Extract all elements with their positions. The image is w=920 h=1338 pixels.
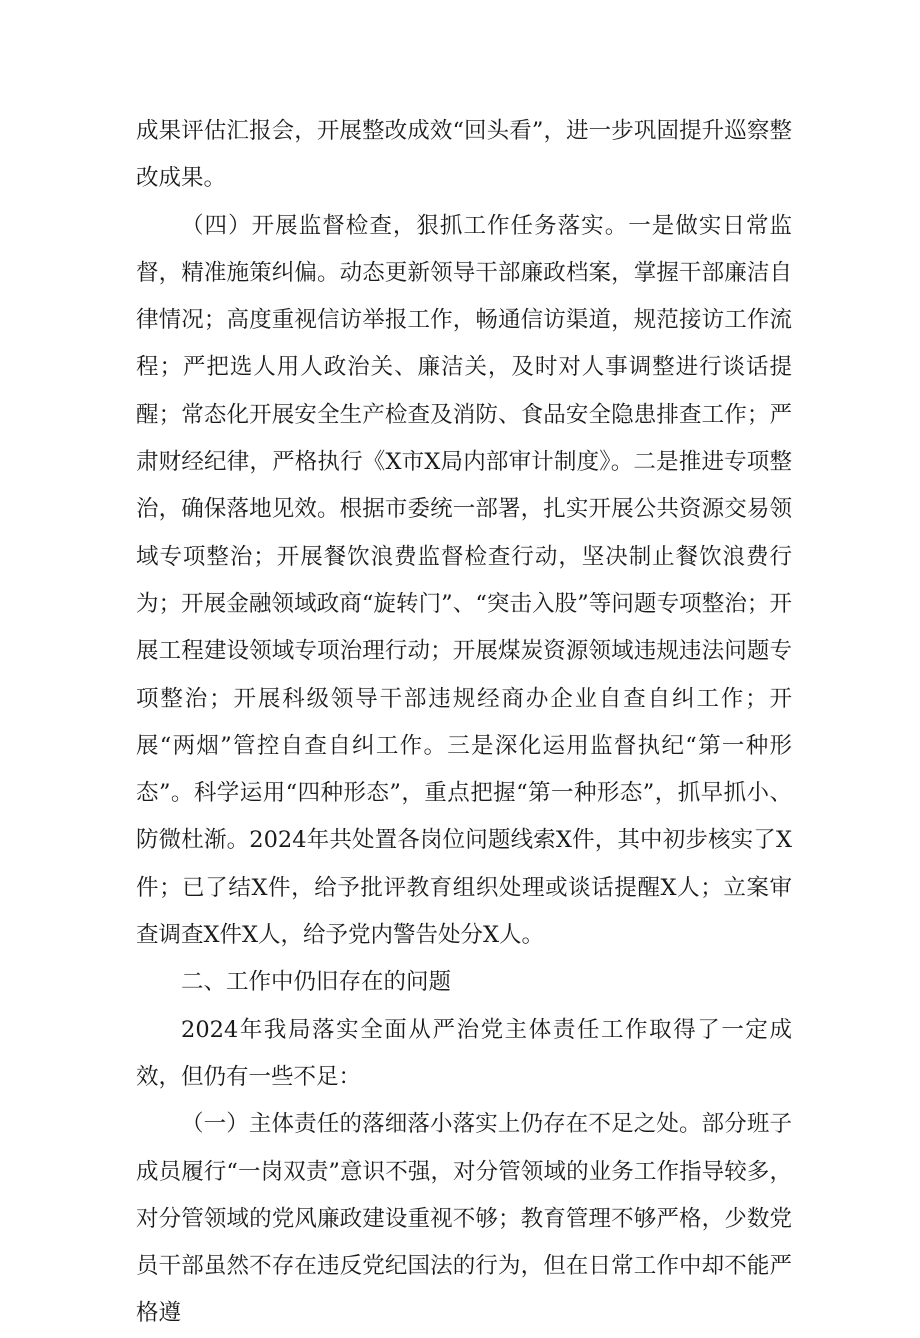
paragraph-main-responsibility: （一）主体责任的落细落小落实上仍存在不足之处。部分班子成员履行“一岗双责”意识不强，对分管领域的业务工作指导较多，对分管领域的党风廉政建设重视不够；教育管理不够严格，少数党员干部虽然不存在违反党纪国法的行为，但在日常工作中却不能严格遵 [136,1111,792,1327]
paragraph-intro-shortcomings: 2024年我局落实全面从严治党主体责任工作取得了一定成效，但仍有一些不足： [136,1016,792,1090]
section-heading-problems: 二、工作中仍旧存在的问题 [181,969,452,996]
paragraph-continuation: 成果评估汇报会，开展整改成效“回头看”，进一步巩固提升巡察整改成果。 [136,118,792,192]
document-body [136,108,792,1338]
paragraph-supervision-inspection: （四）开展监督检查，狠抓工作任务落实。一是做实日常监督，精准施策纠偏。动态更新领导干部廉政档案，掌握干部廉洁自律情况；高度重视信访举报工作，畅通信访渠道，规范接访工作流程；严把选人用人政治关、廉洁关，及时对人事调整进行谈话提醒；常态化开展安全生产检查及消防、食品安全隐患排查工作；严肃财经纪律，严格执行《X市X局内部审计制度》。二是推进专项整治，确保落地见效。根据市委统一部署，扎实开展公共资源交易领域专项整治；开展餐饮浪费监督检查行动，坚决制止餐饮浪费行为；开展金融领域政商“旋转门”、“突击入股”等问题专项整治；开展工程建设领域专项治理行动；开展煤炭资源领域违规违法问题专项整治；开展科级领导干部违规经商办企业自查自纠工作；开展“两烟”管控自查自纠工作。三是深化运用监督执纪“第一种形态”。科学运用“四种形态”，重点把握“第一种形态”，抓早抓小、防微杜渐。2024年共处置各岗位问题线索X件，其中初步核实了X件；已了结X件，给予批评教育组织处理或谈话提醒X人；立案审查调查X件X人，给予党内警告处分X人。 [136,212,792,949]
